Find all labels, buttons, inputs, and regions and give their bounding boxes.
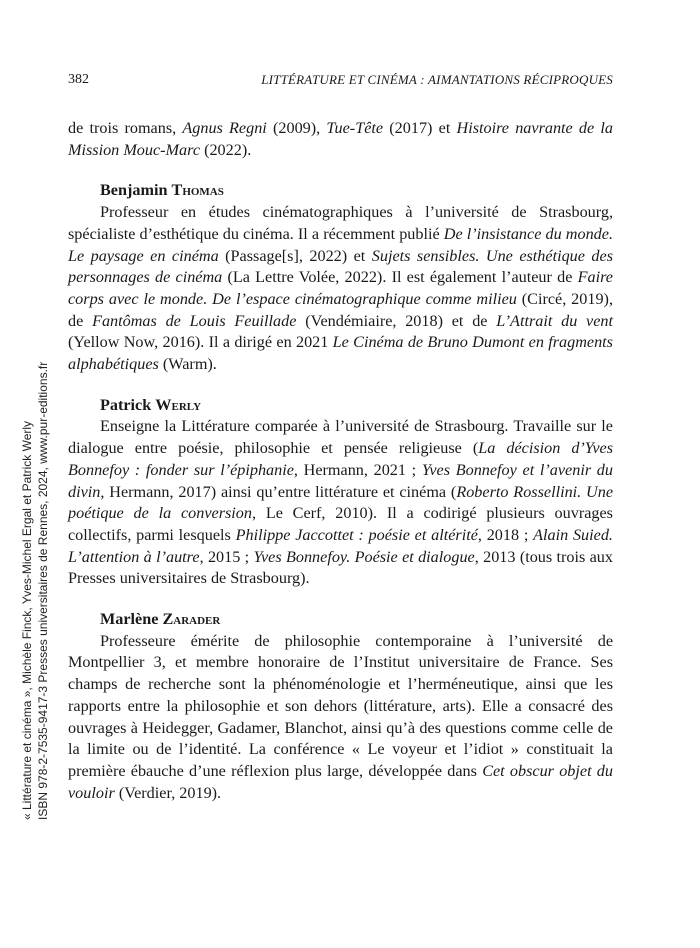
bio-werly: Enseigne la Littérature comparée à l’université de Strasbourg. Travaille sur le dialogue entre poésie, philosophie et pensée religieuse (La décision d’Yves Bonnefoy : fonder sur l’épiphanie, Hermann, 2021 ; Yves Bonnefoy et l’avenir du divin, Hermann, 2017) ainsi qu’entre littérature et cinéma (Roberto Rossellini. Une poétique de la conversion, Le Cerf, 2010). Il a codirigé plusieurs ouvrages collectifs, parmi lesquels Philippe Jaccottet : poésie et altérité, 2018 ; Alain Suied. L’attention à l’autre, 2015 ; Yves Bonnefoy. Poésie et dialogue, 2013 (tous trois aux Presses universitaires de Strasbourg). <box>68 417 613 588</box>
contributor-name-thomas: Benjamin Thomas <box>100 181 224 200</box>
watermark-line-1: « Littérature et cinéma », Michèle Finck, Yves-Michel Ergal et Patrick Werly <box>20 420 34 820</box>
intro-paragraph: de trois romans, Agnus Regni (2009), Tue-Tête (2017) et Histoire navrante de la Mission Mouc-Marc (2022). <box>68 119 614 159</box>
side-watermark <box>19 360 51 820</box>
contributor-name-zarader: Marlène Zarader <box>100 610 221 629</box>
contributor-name-werly: Patrick Werly <box>100 395 202 414</box>
page-header <box>68 72 613 92</box>
bio-zarader: Professeure émérite de philosophie contemporaine à l’université de Montpellier 3, et membre honoraire de l’Institut universitaire de France. Ses champs de recherche sont la phénoménologie et l’herméneutique, ainsi que les rapports entre la philosophie et son dehors (littérature, arts). Elle a consacré des ouvrages à Heidegger, Gadamer, Blanchot, ainsi qu’à des questions comme celle de la limite ou de l’identité. La conférence « Le voyeur et l’idiot » constituait la première ébauche d’une réflexion plus large, développée dans Cet obscur objet du vouloir (Verdier, 2019). <box>68 631 613 802</box>
page-body <box>68 118 613 804</box>
watermark-line-2: ISBN 978-2-7535-9417-3 Presses universitaires de Rennes, 2024, www.pur-editions.fr <box>36 361 50 820</box>
page-number: 382 <box>68 72 89 87</box>
bio-thomas: Professeur en études cinématographiques à l’université de Strasbourg, spécialiste d’esthétique du cinéma. Il a récemment publié De l’insistance du monde. Le paysage en cinéma (Passage[s], 2022) et Sujets sensibles. Une esthétique des personnages de cinéma (La Lettre Volée, 2022). Il est également l’auteur de Faire corps avec le monde. De l’espace cinématographique comme milieu (Circé, 2019), de Fantômas de Louis Feuillade (Vendémiaire, 2018) et de L’Attrait du vent (Yellow Now, 2016). Il a dirigé en 2021 Le Cinéma de Bruno Dumont en fragments alphabétiques (Warm). <box>68 203 614 374</box>
running-title: LITTÉRATURE ET CINÉMA : AIMANTATIONS RÉCIPROQUES <box>261 72 613 87</box>
